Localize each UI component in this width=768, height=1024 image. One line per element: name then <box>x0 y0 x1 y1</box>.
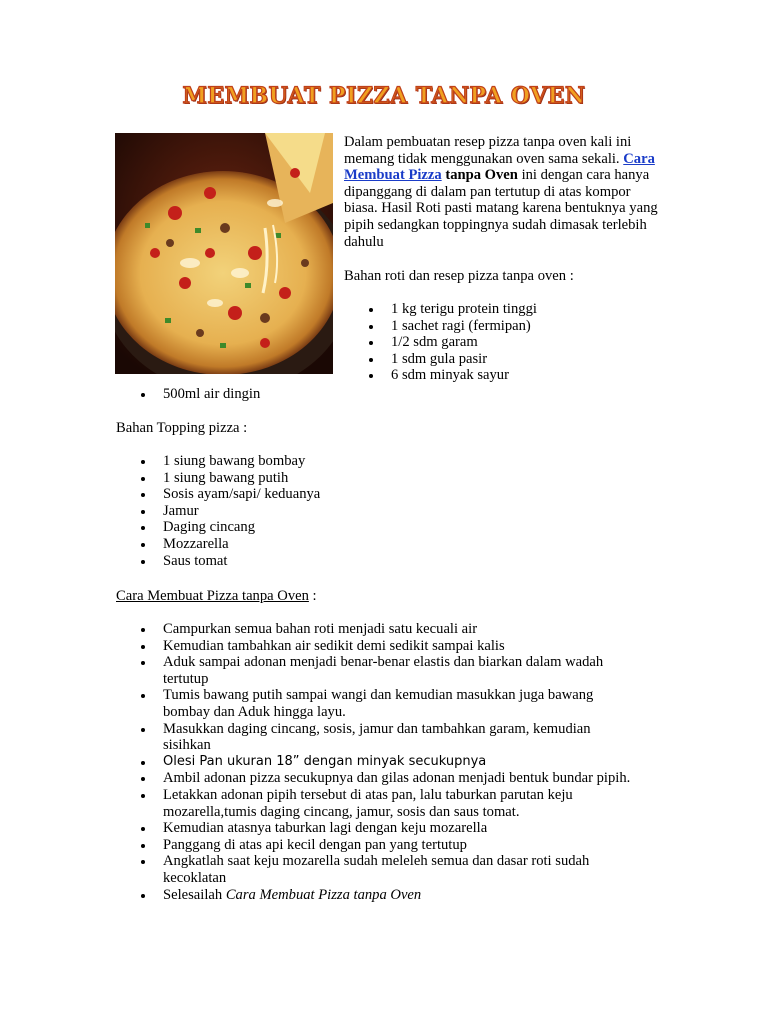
list-item: Mozzarella <box>139 536 539 553</box>
list-item: Aduk sampai adonan menjadi benar-benar elastis dan biarkan dalam wadah tertutup <box>139 654 639 687</box>
list-item: Masukkan daging cincang, sosis, jamur dan tambahkan garam, kemudian sisihkan <box>139 721 639 754</box>
list-item: Campurkan semua bahan roti menjadi satu kecuali air <box>139 621 639 638</box>
last-step-prefix: Selesailah <box>163 886 226 903</box>
list-item: Letakkan adonan pipih tersebut di atas pan, lalu taburkan parutan keju mozarella,tumis daging cincang, jamur, sosis dan saus tomat. <box>139 787 639 820</box>
intro-text-1: Dalam pembuatan resep pizza tanpa oven kali ini memang tidak menggunakan oven sama sekali. <box>344 134 632 167</box>
list-item: Sosis ayam/sapi/ keduanya <box>139 486 539 503</box>
list-item <box>139 887 639 904</box>
intro-paragraph <box>344 134 664 250</box>
list-item: Panggang di atas api kecil dengan pan yang tertutup <box>139 837 639 854</box>
list-item: 1 kg terigu protein tinggi <box>367 301 667 318</box>
cara-heading-text: Cara Membuat Pizza tanpa Oven <box>116 588 309 604</box>
last-step-italic: Cara Membuat Pizza tanpa Oven <box>225 886 422 903</box>
roti-list-continued <box>139 386 439 403</box>
list-item: Olesi Pan ukuran 18” dengan minyak secukupnya <box>139 754 639 771</box>
topping-list <box>139 453 539 569</box>
intro-text-2: ini dengan cara hanya dipanggang di dalam pan tertutup di atas kompor biasa. Hasil Roti pasti matang karena bentuknya yang pipih sedangkan toppingnya sudah dimasak terlebih dahulu <box>344 167 658 250</box>
intro-text <box>344 134 664 250</box>
list-item: 1 siung bawang putih <box>139 470 539 487</box>
list-item: 1 siung bawang bombay <box>139 453 539 470</box>
list-item: Kemudian tambahkan air sedikit demi sedikit sampai kalis <box>139 638 639 655</box>
cara-membuat-pizza-link[interactable]: Cara Membuat Pizza <box>344 150 655 184</box>
list-item: Jamur <box>139 503 539 520</box>
list-item: Angkatlah saat keju mozarella sudah meleleh semua dan dasar roti sudah kecoklatan <box>139 853 639 886</box>
intro-bold: tanpa Oven <box>445 167 518 184</box>
cara-steps-list <box>139 621 639 903</box>
roti-heading: Bahan roti dan resep pizza tanpa oven : <box>344 268 574 284</box>
page-title: MEMBUAT PIZZA TANPA OVEN <box>182 83 586 109</box>
list-item: Ambil adonan pizza secukupnya dan gilas adonan menjadi bentuk bundar pipih. <box>139 770 639 787</box>
list-item: Kemudian atasnya taburkan lagi dengan keju mozarella <box>139 820 639 837</box>
list-item: Daging cincang <box>139 519 539 536</box>
pizza-image <box>115 133 333 374</box>
roti-list <box>367 301 667 384</box>
cara-heading <box>116 588 317 605</box>
pizza-photo <box>115 133 333 374</box>
list-item: Tumis bawang putih sampai wangi dan kemudian masukkan juga bawang bombay dan Aduk hingga layu. <box>139 687 639 720</box>
list-item: 500ml air dingin <box>139 386 439 403</box>
list-item: 1 sachet ragi (fermipan) <box>367 318 667 335</box>
topping-heading: Bahan Topping pizza : <box>116 420 248 436</box>
list-item: 6 sdm minyak sayur <box>367 367 667 384</box>
cara-heading-suffix: : <box>308 588 317 604</box>
list-item: 1/2 sdm garam <box>367 334 667 351</box>
list-item: 1 sdm gula pasir <box>367 351 667 368</box>
list-item: Saus tomat <box>139 553 539 570</box>
